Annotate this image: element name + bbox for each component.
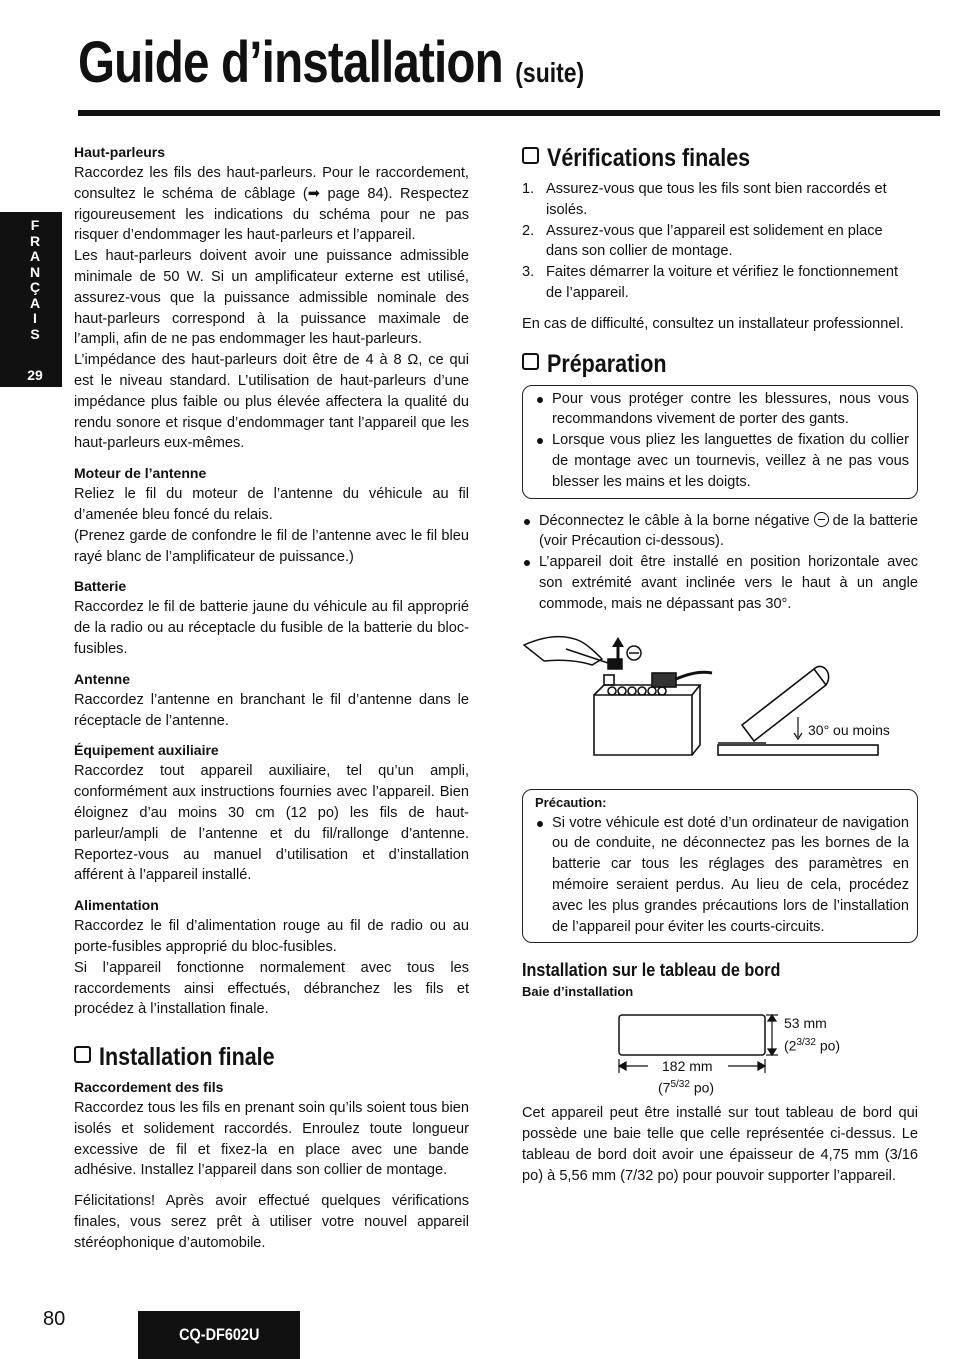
right-column — [522, 143, 918, 1187]
checkbox-square-icon — [522, 353, 539, 370]
item-text: Faites démarrer la voiture et vérifiez le fonctionnement de l’appareil. — [546, 264, 899, 301]
whole: (7 — [658, 1079, 671, 1096]
paragraph: Reliez le fil du moteur de l’antenne du véhicule au fil d’amenée bleu foncé du relais. — [74, 486, 469, 523]
angle-marker-icon — [794, 717, 802, 739]
list-item — [522, 179, 918, 221]
section-title: Installation sur le tableau de bord — [522, 960, 781, 981]
item-text: Déconnectez le câble à la borne négative — [539, 512, 810, 529]
heading-baie-installation: Baie d’installation — [522, 984, 634, 1000]
battery-and-angle-illustration — [522, 625, 918, 775]
language-tab — [0, 212, 62, 387]
list-item: L’appareil doit être installé en position horizontale avec son extrémité avant inclinée vers le haut à un angle commode, mais ne dépassant pas 30°. — [522, 552, 918, 614]
tab-letter: S — [30, 325, 40, 342]
section-installation-finale — [74, 1042, 469, 1072]
checkbox-square-icon — [522, 147, 539, 164]
paragraph: Les haut-parleurs doivent avoir une puissance admissible minimale de 50 W. Si un amplificateur externe est utilisé, assurez-vous que la puissance admissible nominale des haut-parleurs correspond à la puissance maximale de l’ampli, afin de ne pas endommager les haut-parleurs. — [74, 248, 469, 348]
dimension-svg — [522, 1013, 918, 1085]
heading-moteur-antenne: Moteur de l’antenne — [74, 465, 207, 482]
height-arrow-icon — [766, 1015, 778, 1055]
tab-letter: I — [33, 310, 37, 326]
paragraph: L’impédance des haut-parleurs doit être de 4 à 8 Ω, ce qui est le niveau standard. L’utilisation de haut-parleurs d’une impédance plus faible ou plus élevée affectera la qualité du rendu sonore et risque d’endommager tant l’appareil que les haut-parleurs eux-mêmes. — [74, 352, 469, 452]
section-title: Installation finale — [99, 1043, 275, 1072]
item-number: 3. — [522, 264, 535, 281]
heading-tableau-de-bord — [522, 959, 918, 981]
height-mm-label: 53 mm — [784, 1015, 827, 1032]
width-po-label — [658, 1075, 714, 1098]
warning-list — [535, 389, 909, 493]
paragraph: En cas de difficulté, consultez un installateur professionnel. — [522, 315, 904, 332]
section-verifications-finales — [522, 143, 918, 173]
heading-antenne: Antenne — [74, 670, 130, 687]
list-item — [522, 511, 918, 553]
preparation-list — [522, 511, 918, 615]
paragraph: Cet appareil peut être installé sur tout tableau de bord qui possède une baie telle que celle représentée ci-dessus. Le tableau de bord doit avoir une épaisseur de 4,75 mm (3/16 po) à 5,56 mm (7/32 po) pour pouvoir supporter l’appareil. — [522, 1105, 918, 1184]
heading-haut-parleurs: Haut-parleurs — [74, 144, 166, 160]
height-po-label — [784, 1033, 840, 1056]
paragraph: Raccordez tous les fils en prenant soin qu’ils soient tous bien isolés et solidement raccordés. Enroulez toute longueur excessive de fil et fixez-la en place avec une bande adhésive. Installez l’appareil dans son collier de montage. — [74, 1100, 469, 1179]
precaution-heading: Précaution: — [535, 794, 607, 810]
illustration-svg — [522, 625, 918, 775]
section-page-number: 29 — [27, 367, 43, 383]
unit: po) — [819, 1037, 841, 1054]
list-item: Lorsque vous pliez les languettes de fixation du collier de montage avec un tournevis, veillez à ne pas vous blesser les mains et les doigts. — [535, 430, 909, 492]
paragraph: Raccordez le fil d’alimentation rouge au fil de radio ou au porte-fusibles approprié du bloc-fusibles. — [74, 918, 469, 955]
title-main: Guide d’installation — [78, 30, 503, 95]
list-item — [522, 221, 918, 263]
model-name: CQ-DF602U — [178, 1325, 260, 1344]
paragraph: Si l’appareil fonctionne normalement avec tous les raccordements ainsi effectués, débranchez les fils et procédez à l’installation finale. — [74, 959, 469, 1018]
tab-letter: Ç — [29, 279, 41, 295]
fraction: 3/32 — [796, 1037, 816, 1049]
page-number: 80 — [43, 1308, 66, 1330]
item-text: Assurez-vous que tous les fils sont bien raccordés et isolés. — [546, 181, 887, 218]
tab-letter: N — [29, 263, 41, 280]
paragraph: Raccordez l’antenne en branchant le fil d’antenne dans le réceptacle de l’antenne. — [74, 691, 469, 729]
item-text: Assurez-vous que l’appareil est solidement en place dans son collier de montage. — [546, 222, 883, 260]
angle-label: 30° ou moins — [808, 721, 890, 738]
item-number: 1. — [522, 181, 535, 197]
item-text: de la batterie (voir Précaution ci-dessous). — [539, 512, 918, 550]
hand-wrench-icon — [524, 636, 622, 668]
up-arrow-icon — [612, 637, 624, 659]
section-title: Vérifications finales — [547, 144, 751, 172]
language-letters — [0, 218, 70, 342]
tab-letter: A — [29, 248, 41, 264]
heading-raccordement: Raccordement des fils — [74, 1079, 224, 1096]
paragraph: Raccordez les fils des haut-parleurs. Pour le raccordement, consultez le schéma de câblage (➡ page 84). Respectez rigoureusement les indications du schéma pour ne pas risquer d’endommager les haut-parleurs et l’appareil. — [74, 165, 469, 244]
left-column — [74, 143, 469, 1254]
item-number: 2. — [522, 222, 535, 239]
verification-list — [522, 179, 918, 304]
negative-terminal-icon — [814, 512, 829, 527]
title-suffix: (suite) — [515, 57, 585, 88]
section-preparation — [522, 349, 918, 379]
precaution-list — [535, 813, 909, 938]
fraction: 5/32 — [670, 1079, 690, 1091]
checkbox-square-icon — [74, 1046, 91, 1063]
precaution-box — [522, 789, 918, 944]
whole: (2 — [784, 1037, 797, 1054]
unit: po) — [693, 1079, 715, 1096]
model-badge — [138, 1311, 300, 1359]
paragraph: Raccordez le fil de batterie jaune du véhicule au fil approprié de la radio ou au réceptacle du fusible de la batterie du bloc-fusibles. — [74, 599, 469, 657]
heading-alimentation: Alimentation — [74, 897, 159, 914]
heading-batterie: Batterie — [74, 578, 127, 595]
tab-letter: F — [30, 217, 40, 233]
mounting-opening-diagram — [522, 1013, 918, 1096]
list-item: Pour vous protéger contre les blessures, nous vous recommandons vivement de porter des gants. — [535, 389, 909, 431]
paragraph: Félicitations! Après avoir effectué quelques vérifications finales, vous serez prêt à utiliser votre nouvel appareil stéréophonique d’automobile. — [74, 1193, 469, 1251]
opening-rectangle — [619, 1015, 765, 1055]
list-item: Si votre véhicule est doté d’un ordinateur de navigation ou de conduite, ne déconnectez pas les bornes de la batterie car tous les réglages des paramètres en mémoire seraient perdus. Au lieu de cela, procédez avec les plus grandes précautions lors de l’installation de l’appareil pour éviter les courts-circuits. — [535, 813, 909, 938]
tilted-unit-icon — [718, 666, 878, 755]
paragraph: Raccordez tout appareil auxiliaire, tel qu’un ampli, conformément aux instructions fournies avec l’appareil. Bien éloignez d’au moins 30 cm (12 po) les fils de haut-parleur/ampli de l’antenne et du fil/rallonge d’antenne. Reportez-vous au manuel d’utilisation et d’installation afférent à l’appareil installé. — [74, 763, 469, 884]
battery-icon — [594, 672, 712, 755]
width-mm-label: 182 mm — [662, 1058, 713, 1075]
list-item — [522, 262, 918, 304]
paragraph: (Prenez garde de confondre le fil de l’antenne avec le fil bleu rayé blanc de l’amplificateur de puissance.) — [74, 527, 469, 565]
negative-terminal-icon — [627, 646, 641, 660]
tab-letter: A — [29, 294, 41, 311]
title-rule — [78, 110, 940, 116]
section-title: Préparation — [547, 349, 667, 378]
warning-box — [522, 385, 918, 499]
heading-equipement-auxiliaire: Équipement auxiliaire — [74, 742, 219, 759]
tab-letter: R — [29, 232, 41, 249]
page-title — [78, 28, 584, 108]
